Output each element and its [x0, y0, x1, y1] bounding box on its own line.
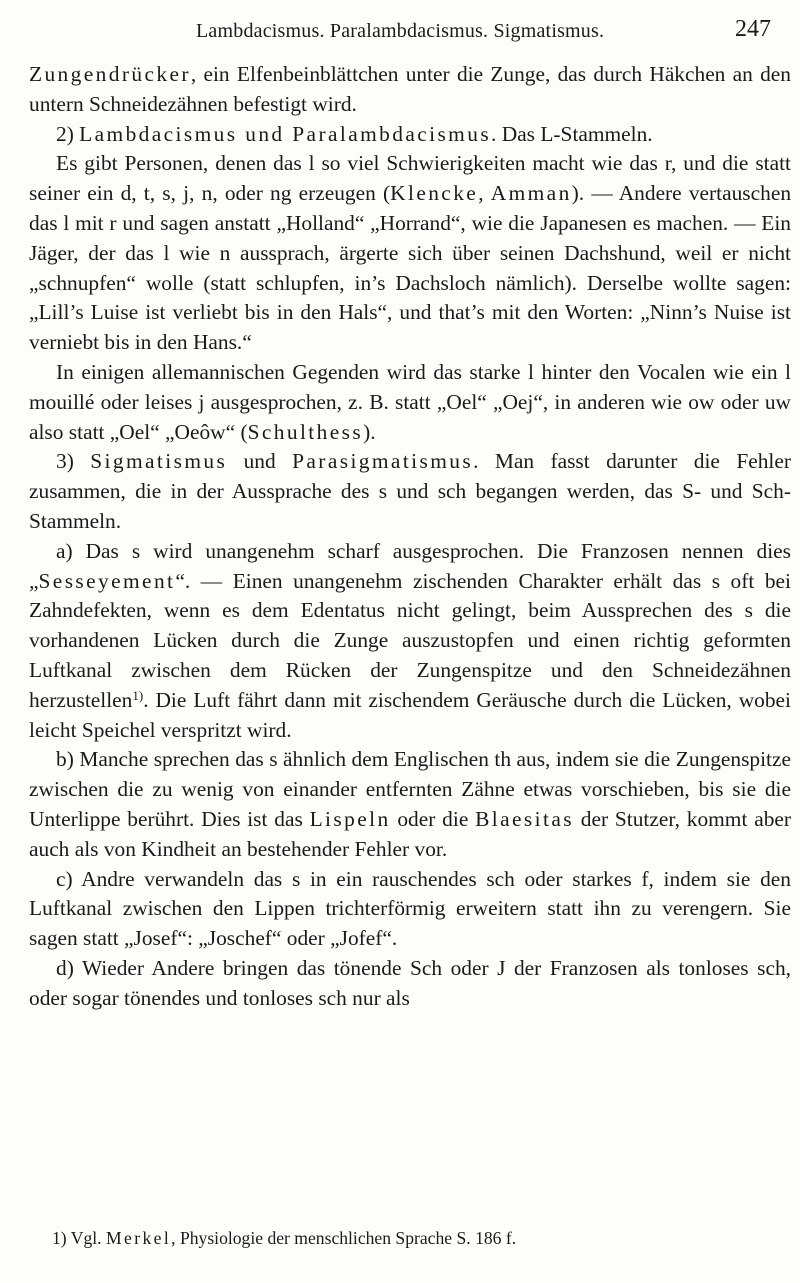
text-run: Es gibt Personen, denen das l so viel Schwierigkeiten macht wie das r, und die statt seiner ein d, t, s, j, n, oder ng erzeugen (	[29, 151, 791, 206]
page-number: 247	[735, 16, 771, 42]
footnote-author: Merkel	[105, 1228, 172, 1248]
text-run: ).	[363, 419, 376, 444]
text-run: “. — Einen unangenehm zischenden Charakter erhält das s oft bei Zahndefekten, wenn es dem Edentatus nicht gelingt, beim Aussprechen des s die vorhandenen Lücken durch die Zunge auszustopfen und einen richtig geformten Luftkanal zwischen dem Rücken der Zungenspitze und den Schneidezähnen herzustellen	[29, 568, 791, 712]
paragraph	[29, 537, 791, 746]
spaced-emphasis: Klencke	[390, 181, 479, 206]
paragraph	[29, 745, 791, 864]
footnote-prefix: Vgl.	[66, 1228, 106, 1248]
text-run: . Das L-Stammeln.	[491, 121, 653, 146]
footnote-reference: 1)	[132, 687, 144, 703]
spaced-emphasis: Blaesitas	[475, 806, 574, 831]
spaced-emphasis: Lambdacismus und Paralambdacismus	[79, 121, 492, 146]
text-run: a) Das s wird unangenehm scharf ausgesprochen. Die Franzosen nennen dies „	[29, 538, 791, 593]
text-run: c) Andre verwandeln das s in ein rauschendes sch oder starkes f, indem sie den Luftkanal zwischen den Lippen trichterförmig erweitern statt ihn zu verengern. Sie sagen statt „Josef“: „Joschef“ oder „Jofef“.	[29, 866, 791, 951]
spaced-emphasis: Schulthess	[247, 419, 364, 444]
text-run: In einigen allemannischen Gegenden wird das starke l hinter den Vocalen wie ein l mouillé oder leises j ausgesprochen, z. B. statt „Oel“ „Oej“, in anderen wie ow oder uw also statt „Oel“ „Oeôw“ (	[29, 359, 791, 444]
text-run: und	[227, 449, 293, 474]
paragraph	[29, 60, 791, 120]
paragraph	[29, 954, 791, 1014]
text-run: b) Manche sprechen das s ähnlich dem Englischen th aus, indem sie die Zungenspitze zwischen die zu wenig von einander entfernten Zähne etwas vorschieben, bis sie die Unterlippe berührt. Dies ist das	[29, 747, 791, 831]
text-run: . Man fasst darunter die Fehler zusammen, die in der Aussprache des s und sch begangen werden, das S- und Sch-Stammeln.	[29, 449, 791, 533]
footnote	[52, 1226, 772, 1250]
paragraph	[29, 149, 791, 358]
text-run: ). — Andere vertauschen das l mit r und sagen anstatt „Holland“ „Horrand“, wie die Japanesen es machen. — Ein Jäger, der das l wie n aussprach, ärgerte sich über seinen Dachshund, weil er nicht „schnupfen“ wolle (statt schlupfen, in’s Dachsloch nämlich). Derselbe wollte sagen: „Lill’s Luise ist verliebt bis in den Hals“, und that’s mit den Worten: „Ninn’s Nuise ist verniebt bis in den Hans.“	[29, 181, 792, 355]
spaced-emphasis: Parasigmatismus	[292, 449, 474, 474]
spaced-emphasis: Lispeln	[309, 806, 391, 831]
footnote-marker: 1)	[52, 1228, 67, 1248]
text-run: oder die	[390, 806, 476, 831]
paragraph	[29, 120, 791, 150]
text-run: , ein Elfenbeinblättchen unter die Zunge, das durch Häkchen an den untern Schneidezähnen befestigt wird.	[29, 62, 791, 116]
paragraph	[29, 447, 791, 536]
paragraph	[29, 865, 791, 954]
text-run: . Die Luft fährt dann mit zischendem Geräusche durch die Lücken, wobei leicht Speichel verspritzt wird.	[29, 687, 791, 742]
text-run: der Stutzer, kommt aber auch als von Kindheit an bestehender Fehler vor.	[29, 806, 792, 861]
footnote-citation: , Physiologie der menschlichen Sprache S. 186 f.	[171, 1228, 517, 1248]
body-text	[29, 60, 791, 1014]
paragraph	[29, 358, 791, 447]
spaced-emphasis: Sesseyement	[38, 568, 176, 593]
text-run: d) Wieder Andere bringen das tönende Sch oder J der Franzosen als tonloses sch, oder sogar tönendes und tonloses sch nur als	[29, 955, 791, 1010]
text-run: ,	[478, 181, 491, 206]
spaced-emphasis: Sigmatismus	[90, 449, 228, 474]
running-head: Lambdacismus. Paralambdacismus. Sigmatismus.	[196, 20, 605, 42]
text-run: 3)	[56, 449, 91, 474]
spaced-emphasis: Amman	[490, 181, 572, 206]
text-run: 2)	[56, 121, 80, 146]
page-header	[0, 14, 800, 54]
spaced-emphasis: Zungendrücker	[29, 62, 191, 86]
